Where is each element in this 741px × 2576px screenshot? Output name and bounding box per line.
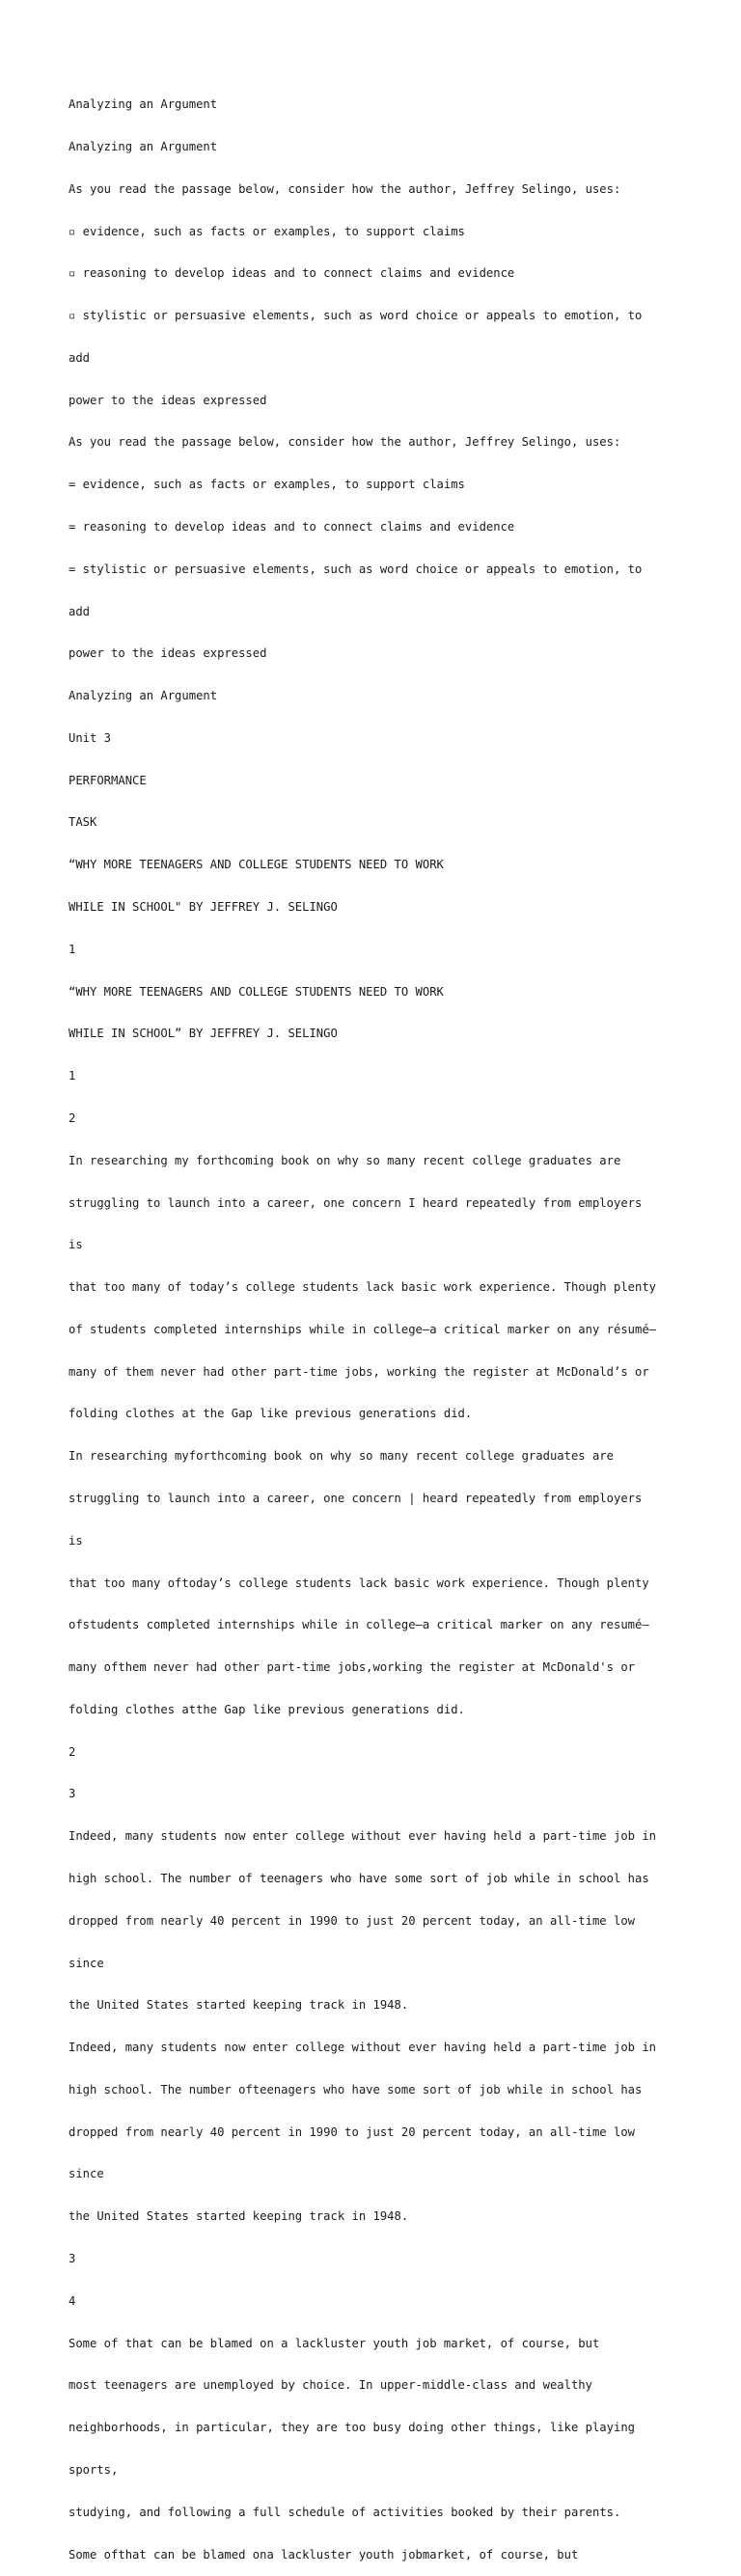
text-line: Some ofthat can be blamed ona lackluster youth jobmarket, of course, but	[69, 2547, 579, 2562]
text-line: 1	[69, 942, 76, 956]
text-line: ▫ reasoning to develop ideas and to connect claims and evidence	[69, 266, 515, 281]
text-line: PERFORMANCE	[69, 773, 147, 787]
text-line: that too many of today’s college students lack basic work experience. Though plenty	[69, 1280, 657, 1295]
text-line: dropped from nearly 40 percent in 1990 to just 20 percent today, an all-time low	[69, 1913, 635, 1928]
text-line: Indeed, many students now enter college without ever having held a part-time job in	[69, 2041, 657, 2055]
text-line: dropped from nearly 40 percent in 1990 to just 20 percent today, an all-time low	[69, 2124, 635, 2139]
text-line: 4	[69, 2293, 76, 2308]
text-line: 2	[69, 1744, 76, 1759]
text-line: struggling to launch into a career, one concern | heard repeatedly from employers	[69, 1491, 643, 1505]
text-line: 1	[69, 1069, 76, 1083]
text-line: Some of that can be blamed on a lackluster youth job market, of course, but	[69, 2336, 600, 2350]
text-line: studying, and following a full schedule of activities booked by their parents.	[69, 2505, 621, 2519]
text-line: ofstudents completed internships while in college—a critical marker on any resumé—	[69, 1618, 649, 1632]
text-line: add	[69, 604, 91, 618]
text-line: 3	[69, 2252, 76, 2266]
text-line: the United States started keeping track in 1948.	[69, 1998, 409, 2013]
text-line: neighborhoods, in particular, they are too busy doing other things, like playing	[69, 2421, 635, 2435]
text-line: 3	[69, 1787, 76, 1801]
text-line: ▫ evidence, such as facts or examples, to support claims	[69, 224, 465, 238]
text-line: As you read the passage below, consider how the author, Jeffrey Selingo, uses:	[69, 435, 621, 450]
text-line: = stylistic or persuasive elements, such as word choice or appeals to emotion, to	[69, 562, 643, 576]
text-line: Analyzing an Argument	[69, 97, 218, 112]
text-line: is	[69, 1533, 83, 1548]
text-line: add	[69, 350, 91, 365]
text-line: In researching my forthcoming book on why so many recent college graduates are	[69, 1153, 621, 1167]
text-line: Indeed, many students now enter college without ever having held a part-time job in	[69, 1829, 657, 1844]
text-line: As you read the passage below, consider how the author, Jeffrey Selingo, uses:	[69, 181, 621, 196]
text-line: power to the ideas expressed	[69, 393, 267, 407]
text-line: that too many oftoday’s college students lack basic work experience. Though plenty	[69, 1576, 649, 1590]
text-line: WHILE IN SCHOOL" BY JEFFREY J. SELINGO	[69, 900, 338, 915]
text-line: In researching myforthcoming book on why so many recent college graduates are	[69, 1449, 614, 1464]
text-line: power to the ideas expressed	[69, 646, 267, 661]
text-line: Analyzing an Argument	[69, 689, 218, 703]
text-line: TASK	[69, 815, 97, 830]
text-line: high school. The number of teenagers who have some sort of job while in school has	[69, 1872, 649, 1885]
text-line: folding clothes atthe Gap like previous generations did.	[69, 1702, 465, 1716]
text-line: struggling to launch into a career, one concern I heard repeatedly from employers	[69, 1195, 643, 1210]
text-line: WHILE IN SCHOOL” BY JEFFREY J. SELINGO	[69, 1027, 338, 1041]
text-line: = evidence, such as facts or examples, to support claims	[69, 478, 465, 492]
text-line: sports,	[69, 2462, 119, 2477]
text-line: since	[69, 1956, 104, 1970]
text-line: many of them never had other part-time jobs, working the register at McDonald’s or	[69, 1364, 649, 1379]
text-line: many ofthem never had other part-time jobs,working the register at McDonald's or	[69, 1660, 635, 1675]
text-line: “WHY MORE TEENAGERS AND COLLEGE STUDENTS NEED TO WORK	[69, 858, 444, 872]
text-line: = reasoning to develop ideas and to connect claims and evidence	[69, 520, 515, 534]
text-line: “WHY MORE TEENAGERS AND COLLEGE STUDENTS NEED TO WORK	[69, 984, 444, 999]
text-line: Unit 3	[69, 730, 112, 745]
text-line: high school. The number ofteenagers who have some sort of job while in school has	[69, 2082, 643, 2096]
text-line: Analyzing an Argument	[69, 139, 218, 153]
text-line: of students completed internships while in college—a critical marker on any résumé—	[69, 1322, 657, 1336]
text-line: ▫ stylistic or persuasive elements, such as word choice or appeals to emotion, to	[69, 309, 643, 323]
text-line: is	[69, 1238, 83, 1252]
text-line: the United States started keeping track in 1948.	[69, 2209, 409, 2224]
text-line: most teenagers are unemployed by choice. In upper-middle-class and wealthy	[69, 2378, 592, 2393]
text-line: 2	[69, 1110, 76, 1125]
text-line: since	[69, 2167, 104, 2181]
text-line: folding clothes at the Gap like previous generations did.	[69, 1407, 473, 1421]
document-text	[69, 69, 725, 2576]
